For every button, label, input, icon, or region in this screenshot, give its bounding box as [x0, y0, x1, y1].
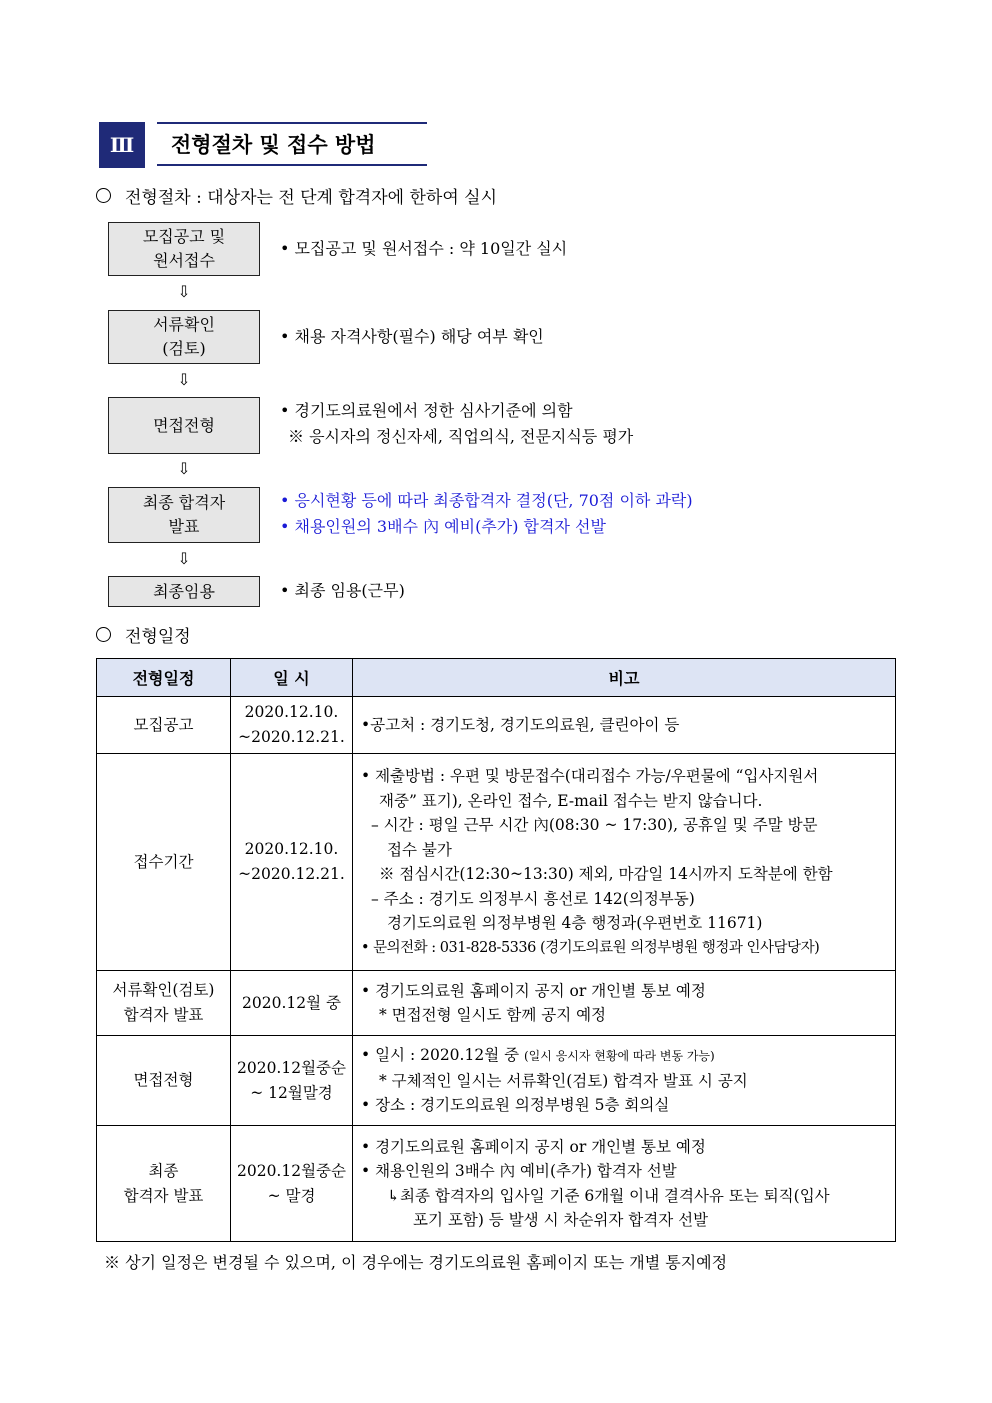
- note-line: ※ 점심시간(12:30~13:30) 제외, 마감일 14시까지 도착분에 한함: [379, 865, 833, 883]
- note-line: • 문의전화 : 031-828-5336 (경기도의료원 의정부병원 행정과 인사담당자): [361, 939, 820, 956]
- note-line: ↳최종 합격자의 입사일 기준 6개월 이내 결격사유 또는 퇴직(입사: [387, 1186, 830, 1205]
- flow-step-label: 서류확인: [153, 315, 215, 334]
- flow-step-desc: [280, 488, 693, 540]
- cell-date: [231, 754, 353, 971]
- flow-step-interview: [108, 397, 260, 454]
- flow-desc-line: • 최종 임용(근무): [280, 581, 405, 600]
- section-number-badge: Ⅲ: [99, 122, 145, 168]
- flow-step-desc: [280, 578, 405, 604]
- header-date: 일 시: [231, 659, 353, 697]
- cell-text: 2020.12월 중: [242, 993, 341, 1012]
- down-arrow-icon: ⇩: [177, 459, 191, 478]
- flow-step-label: 발표: [168, 517, 200, 536]
- flow-step-recruit-notice: [108, 222, 260, 276]
- footnote: ※ 상기 일정은 변경될 수 있으며, 이 경우에는 경기도의료원 홈페이지 또는 개별 통지예정: [104, 1253, 728, 1272]
- table-row: [97, 754, 896, 971]
- note-line: •공고처 : 경기도청, 경기도의료원, 클린아이 등: [361, 715, 680, 734]
- note-line: * 구체적인 일시는 서류확인(검토) 합격자 발표 시 공지: [379, 1071, 748, 1090]
- cell-stage: [97, 1126, 231, 1242]
- note-line: • 장소 : 경기도의료원 의정부병원 5층 회의실: [361, 1096, 670, 1115]
- table-header-row: [97, 659, 896, 697]
- down-arrow-icon: ⇩: [177, 370, 191, 389]
- note-line: • 제출방법 : 우편 및 방문접수(대리접수 가능/우편물에 “입사지원서: [361, 767, 819, 785]
- schedule-heading: [96, 622, 191, 647]
- cell-notes: [353, 1126, 896, 1242]
- flow-step-desc: [280, 324, 544, 350]
- down-arrow-icon: ⇩: [177, 282, 191, 301]
- cell-text: 모집공고: [133, 715, 194, 734]
- cell-text: ~2020.12.21.: [238, 728, 345, 746]
- cell-notes: [353, 971, 896, 1036]
- procedure-heading-text: 전형절차 : 대상자는 전 단계 합격자에 한하여 실시: [125, 188, 497, 208]
- note-line: 재중” 표기), 온라인 접수, E-mail 접수는 받지 않습니다.: [379, 791, 763, 810]
- cell-text: 2020.12.10.: [244, 840, 339, 858]
- cell-text: 2020.12.10.: [244, 703, 339, 721]
- schedule-table: [96, 658, 896, 1242]
- flow-step-label: 모집공고 및: [142, 227, 226, 246]
- cell-text: 합격자 발표: [123, 1006, 204, 1024]
- note-text: • 일시 : 2020.12월 중: [361, 1046, 520, 1065]
- flow-desc-line: • 경기도의료원에서 정한 심사기준에 의함: [280, 401, 573, 420]
- flow-step-desc: [280, 398, 633, 450]
- note-line: 경기도의료원 의정부병원 4층 행정과(우편번호 11671): [387, 914, 763, 932]
- header-notes: 비고: [353, 659, 896, 697]
- note-small-text: (일시 응시자 현황에 따라 변동 가능): [524, 1049, 715, 1064]
- flow-step-label: 최종임용: [153, 581, 215, 601]
- cell-date: [231, 971, 353, 1036]
- cell-stage: [97, 697, 231, 754]
- note-line: [361, 1043, 889, 1069]
- note-line: 포기 포함) 등 발생 시 차순위자 합격자 선발: [413, 1211, 709, 1229]
- cell-text: 서류확인(검토): [112, 981, 215, 999]
- flow-desc-line: • 모집공고 및 원서접수 : 약 10일간 실시: [280, 239, 568, 258]
- flow-desc-line: ※ 응시자의 정신자세, 직업의식, 전문지식등 평가: [288, 427, 634, 446]
- note-line: • 채용인원의 3배수 內 예비(추가) 합격자 선발: [361, 1162, 677, 1180]
- circle-bullet-icon: [96, 627, 111, 642]
- flow-step-label: 면접전형: [153, 415, 215, 435]
- cell-date: [231, 1126, 353, 1242]
- flow-desc-line: • 응시현황 등에 따라 최종합격자 결정(단, 70점 이하 과락): [280, 491, 693, 510]
- note-line: – 주소 : 경기도 의정부시 흥선로 142(의정부동): [371, 889, 695, 908]
- cell-text: 2020.12월중순: [236, 1058, 347, 1077]
- procedure-heading: [96, 183, 497, 208]
- cell-notes: [353, 754, 896, 971]
- note-line: 접수 불가: [387, 840, 452, 859]
- flow-step-label: (검토): [162, 339, 206, 358]
- flow-step-final-announcement: [108, 487, 260, 543]
- note-line: – 시간 : 평일 근무 시간 內(08:30 ~ 17:30), 공휴일 및 주말 방문: [371, 816, 818, 834]
- cell-text: ~2020.12.21.: [238, 865, 345, 883]
- cell-stage: [97, 754, 231, 971]
- flow-desc-line: • 채용 자격사항(필수) 해당 여부 확인: [280, 327, 544, 346]
- flow-step-label: 최종 합격자: [142, 493, 226, 512]
- table-row: [97, 697, 896, 754]
- down-arrow-icon: ⇩: [177, 549, 191, 568]
- note-line: • 경기도의료원 홈페이지 공지 or 개인별 통보 예정: [361, 1137, 706, 1156]
- cell-text: ~ 12월말경: [250, 1083, 333, 1102]
- cell-text: 합격자 발표: [123, 1186, 204, 1205]
- circle-bullet-icon: [96, 188, 111, 203]
- header-stage: 전형일정: [97, 659, 231, 697]
- flow-step-desc: [280, 236, 567, 262]
- cell-text: 면접전형: [133, 1071, 194, 1089]
- cell-text: ~ 말경: [267, 1186, 316, 1205]
- table-row: [97, 971, 896, 1036]
- cell-date: [231, 1036, 353, 1126]
- flow-desc-line: • 채용인원의 3배수 內 예비(추가) 합격자 선발: [280, 517, 606, 536]
- note-line: * 면접전형 일시도 함께 공지 예정: [379, 1006, 607, 1024]
- table-row: [97, 1126, 896, 1242]
- flow-step-final-hire: [108, 576, 260, 607]
- cell-text: 2020.12월중순: [236, 1161, 347, 1180]
- flow-step-label: 원서접수: [153, 251, 215, 270]
- cell-notes: [353, 697, 896, 754]
- table-row: [97, 1036, 896, 1126]
- note-line: • 경기도의료원 홈페이지 공지 or 개인별 통보 예정: [361, 981, 706, 1000]
- cell-stage: [97, 971, 231, 1036]
- cell-notes: [353, 1036, 896, 1126]
- section-title: 전형절차 및 접수 방법: [157, 122, 427, 166]
- schedule-heading-text: 전형일정: [125, 627, 191, 647]
- cell-text: 최종: [148, 1161, 179, 1180]
- cell-stage: [97, 1036, 231, 1126]
- flow-step-document-review: [108, 310, 260, 364]
- cell-date: [231, 697, 353, 754]
- cell-text: 접수기간: [133, 852, 194, 871]
